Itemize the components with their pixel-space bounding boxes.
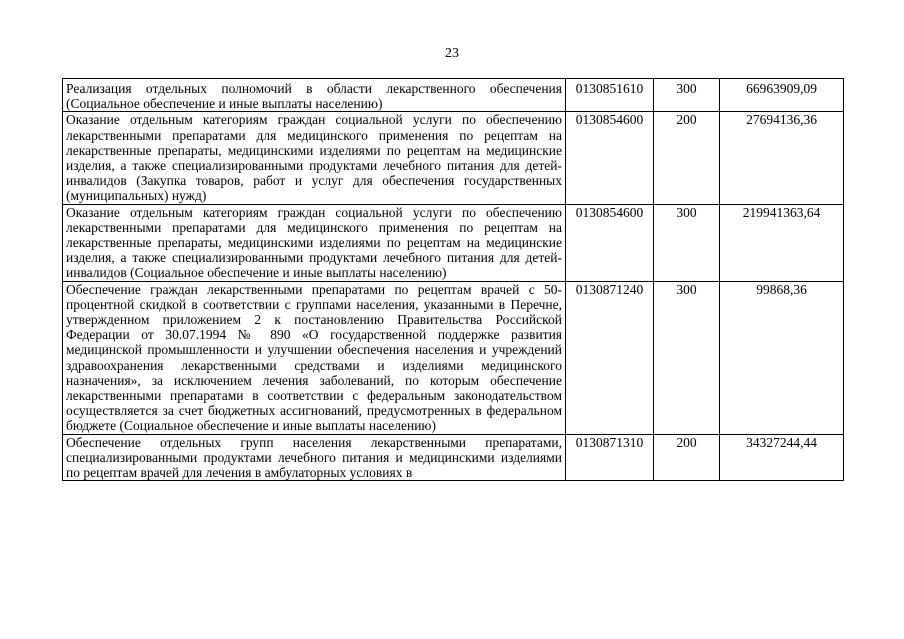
- target-article-code-cell: 0130851610: [566, 79, 654, 112]
- page-number: 23: [445, 46, 459, 61]
- table-row: [63, 79, 844, 112]
- amount-cell: 66963909,09: [720, 79, 844, 112]
- target-article-code-cell: 0130871310: [566, 434, 654, 481]
- expense-name-cell: Обеспечение граждан лекарственными препаратами по рецептам врачей с 50-процентной скидкой в соответствии с группами населения, указанными в Перечне, утвержденном приложением 2 к постановлению Правительства Российской Федерации от 30.07.1994 № 890 «О государственной поддержке развития медицинской промышленности и улучшении обеспечения населения и учреждений здравоохранения лекарственными средствами и изделиями медицинского назначения», за исключением лечения заболеваний, по которым обеспечение лекарственными препаратами в соответствии с федеральным законодательством осуществляется за счет бюджетных ассигнований, предусмотренных в федеральном бюджете (Социальное обеспечение и иные выплаты населению): [63, 281, 566, 434]
- table-row: [63, 204, 844, 281]
- amount-cell: 219941363,64: [720, 204, 844, 281]
- budget-table: [62, 78, 844, 481]
- amount-cell: 27694136,36: [720, 112, 844, 204]
- amount-cell: 34327244,44: [720, 434, 844, 481]
- expense-name-cell: Реализация отдельных полномочий в области лекарственного обеспечения (Социальное обеспечение и иные выплаты населению): [63, 79, 566, 112]
- expense-type-cell: 300: [654, 79, 720, 112]
- target-article-code-cell: 0130854600: [566, 112, 654, 204]
- table-row: [63, 281, 844, 434]
- expense-type-cell: 300: [654, 204, 720, 281]
- target-article-code-cell: 0130871240: [566, 281, 654, 434]
- expense-name-cell: Оказание отдельным категориям граждан социальной услуги по обеспечению лекарственными препаратами для медицинского применения по рецептам на лекарственные препараты, медицинскими изделиями по рецептам на медицинские изделия, а также специализированными продуктами лечебного питания для детей-инвалидов (Закупка товаров, работ и услуг для обеспечения государственных (муниципальных) нужд): [63, 112, 566, 204]
- expense-name-cell: Обеспечение отдельных групп населения лекарственными препаратами, специализированными продуктами лечебного питания и медицинскими изделиями по рецептам врачей для лечения в амбулаторных условиях в: [63, 434, 566, 481]
- expense-type-cell: 300: [654, 281, 720, 434]
- amount-cell: 99868,36: [720, 281, 844, 434]
- expense-type-cell: 200: [654, 112, 720, 204]
- expense-name-cell: Оказание отдельным категориям граждан социальной услуги по обеспечению лекарственными препаратами для медицинского применения по рецептам на лекарственные препараты, медицинскими изделиями по рецептам на медицинские изделия, а также специализированными продуктами лечебного питания для детей-инвалидов (Социальное обеспечение и иные выплаты населению): [63, 204, 566, 281]
- expense-type-cell: 200: [654, 434, 720, 481]
- table-row: [63, 112, 844, 204]
- table-viewport: [62, 78, 844, 583]
- target-article-code-cell: 0130854600: [566, 204, 654, 281]
- table-row: [63, 434, 844, 481]
